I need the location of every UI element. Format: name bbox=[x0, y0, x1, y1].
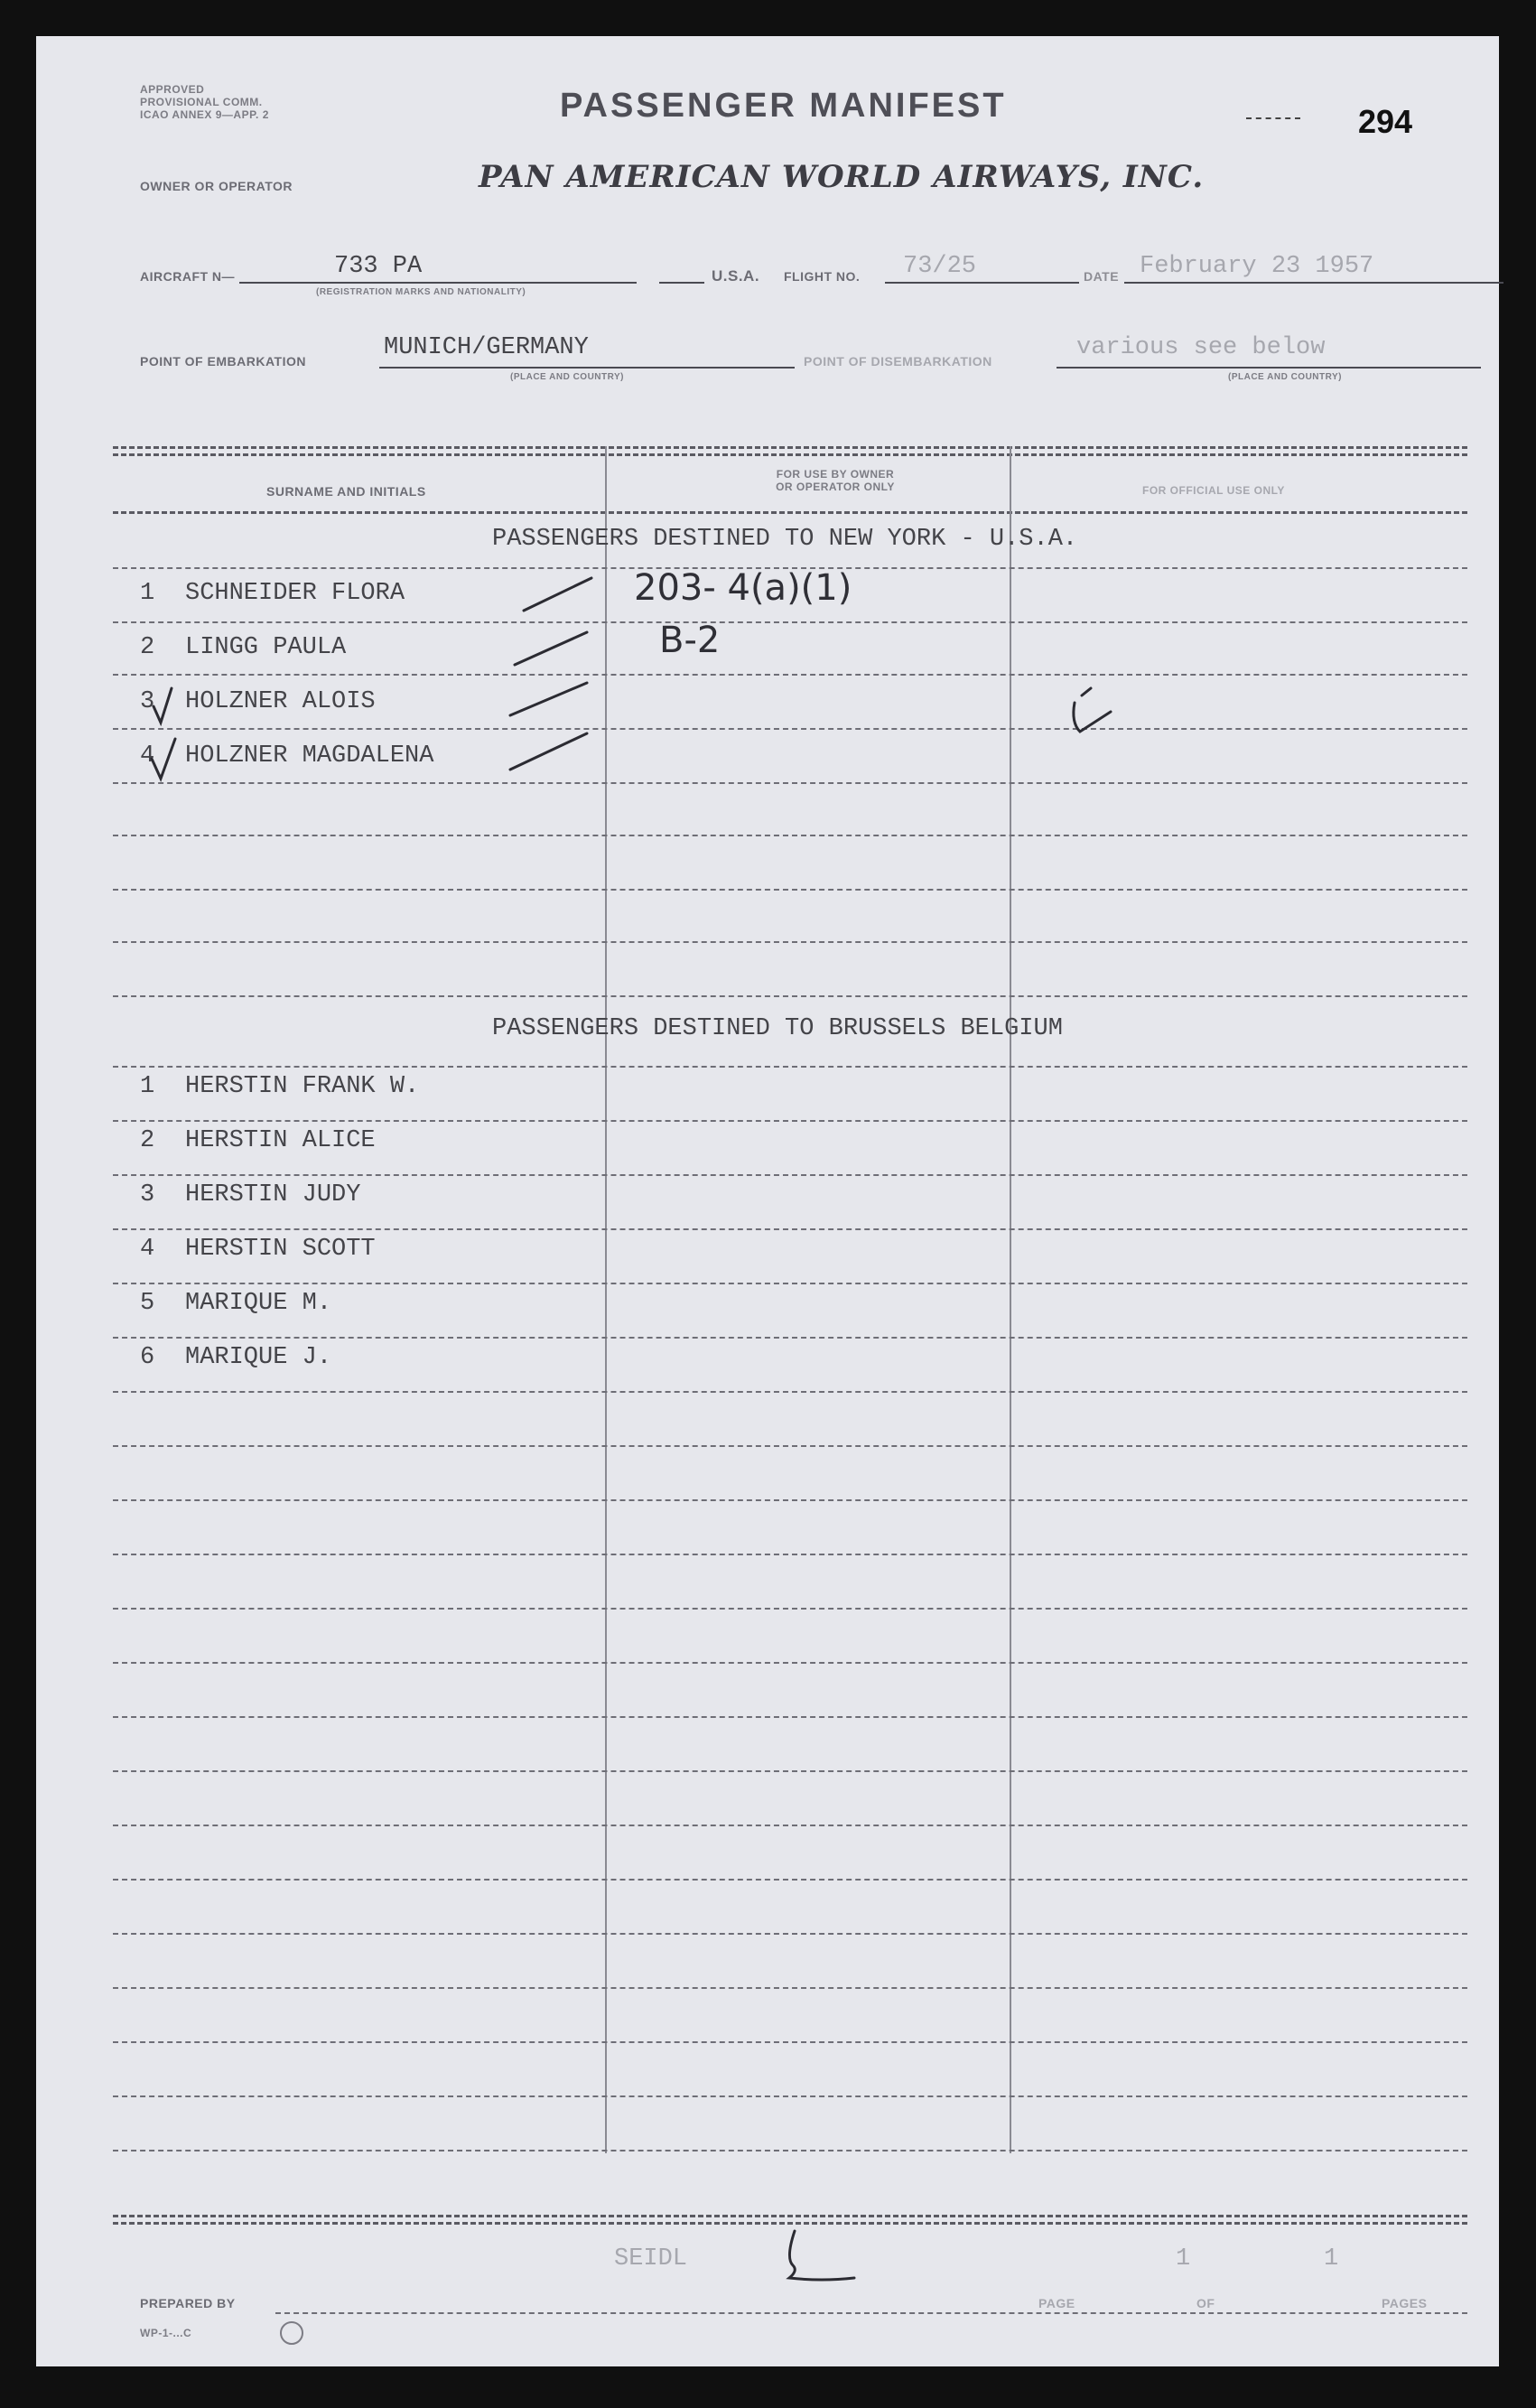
passenger-name: HOLZNER MAGDALENA bbox=[185, 742, 434, 770]
row-number: 6 bbox=[140, 1344, 155, 1371]
approval-line: PROVISIONAL COMM. bbox=[140, 96, 263, 108]
passenger-name: HERSTIN SCOTT bbox=[185, 1236, 376, 1263]
footer-underline bbox=[275, 2312, 1467, 2314]
passenger-name: MARIQUE J. bbox=[185, 1344, 332, 1371]
signature-scribble bbox=[768, 2222, 876, 2294]
row-number: 5 bbox=[140, 1290, 155, 1317]
checkmark-icon bbox=[152, 739, 175, 779]
disembarkation-value: various see below bbox=[1076, 334, 1326, 361]
prepared-by-label: PREPARED BY bbox=[140, 2296, 236, 2310]
flight-value: 73/25 bbox=[903, 253, 977, 280]
section-heading-new-york: PASSENGERS DESTINED TO NEW YORK - U.S.A. bbox=[492, 526, 1078, 553]
row-number: 1 bbox=[140, 1073, 155, 1100]
row-number: 2 bbox=[140, 1127, 155, 1154]
passenger-name: MARIQUE M. bbox=[185, 1290, 332, 1317]
flight-label: FLIGHT NO. bbox=[784, 269, 861, 284]
aircraft-value: 733 PA bbox=[334, 253, 423, 280]
slash-mark bbox=[510, 733, 587, 770]
col-official: FOR OFFICIAL USE ONLY bbox=[1142, 484, 1285, 497]
approval-line: ICAO ANNEX 9—APP. 2 bbox=[140, 108, 269, 121]
disembarkation-label: POINT OF DISEMBARKATION bbox=[804, 354, 992, 369]
registration-caption: (REGISTRATION MARKS AND NATIONALITY) bbox=[316, 287, 526, 297]
slash-mark bbox=[510, 683, 587, 715]
manifest-sheet bbox=[36, 36, 1499, 2366]
place-caption-2: (PLACE AND COUNTRY) bbox=[1228, 372, 1342, 382]
col-surname: SURNAME AND INITIALS bbox=[266, 484, 426, 499]
passenger-name: HERSTIN ALICE bbox=[185, 1127, 376, 1154]
form-title: PASSENGER MANIFEST bbox=[560, 87, 1007, 125]
checkmark-icon bbox=[1074, 703, 1111, 732]
of-label: OF bbox=[1196, 2296, 1215, 2310]
page-label: PAGE bbox=[1038, 2296, 1075, 2310]
handwritten-marks bbox=[36, 36, 1499, 849]
owner-label: OWNER OR OPERATOR bbox=[140, 179, 293, 193]
row-number: 3 bbox=[140, 688, 155, 715]
aircraft-label: AIRCRAFT N— bbox=[140, 269, 236, 284]
place-caption-1: (PLACE AND COUNTRY) bbox=[510, 372, 624, 382]
usa-label: U.S.A. bbox=[712, 267, 760, 285]
pages-value: 1 bbox=[1324, 2245, 1339, 2273]
passenger-name: HERSTIN JUDY bbox=[185, 1181, 361, 1209]
slash-mark bbox=[515, 632, 587, 665]
footer-rule bbox=[113, 2215, 1467, 2217]
row-number: 2 bbox=[140, 634, 155, 661]
handwritten-annotation: B-2 bbox=[659, 620, 721, 661]
handwritten-annotation: 203- 4(a)(1) bbox=[634, 567, 852, 609]
pages-label: PAGES bbox=[1382, 2296, 1428, 2310]
date-value: February 23 1957 bbox=[1140, 253, 1374, 280]
owner-value: PAN AMERICAN WORLD AIRWAYS, INC. bbox=[479, 159, 1205, 195]
row-number: 1 bbox=[140, 580, 155, 607]
approval-line: APPROVED bbox=[140, 83, 205, 96]
row-number: 3 bbox=[140, 1181, 155, 1209]
embarkation-value: MUNICH/GERMANY bbox=[384, 334, 589, 361]
passenger-name: HOLZNER ALOIS bbox=[185, 688, 376, 715]
row-number: 4 bbox=[140, 1236, 155, 1263]
prepared-by-value: SEIDL bbox=[614, 2245, 688, 2273]
passenger-name: HERSTIN FRANK W. bbox=[185, 1073, 420, 1100]
passenger-name: SCHNEIDER FLORA bbox=[185, 580, 405, 607]
checkmark-icon bbox=[154, 688, 172, 723]
form-code: WP-1-...C bbox=[140, 2327, 192, 2339]
col-owner-use-line: OR OPERATOR ONLY bbox=[776, 481, 895, 493]
passenger-name: LINGG PAULA bbox=[185, 634, 347, 661]
row-number: 4 bbox=[140, 742, 155, 770]
embarkation-label: POINT OF EMBARKATION bbox=[140, 354, 306, 369]
slash-mark bbox=[524, 578, 591, 611]
page-value: 1 bbox=[1176, 2245, 1191, 2273]
page-stamp: 294 bbox=[1358, 103, 1413, 140]
section-heading-brussels: PASSENGERS DESTINED TO BRUSSELS BELGIUM bbox=[492, 1015, 1063, 1042]
checkmark-icon bbox=[1082, 688, 1091, 695]
date-label: DATE bbox=[1084, 269, 1120, 284]
col-owner-use-line: FOR USE BY OWNER bbox=[776, 468, 895, 481]
union-label-icon bbox=[280, 2321, 303, 2345]
